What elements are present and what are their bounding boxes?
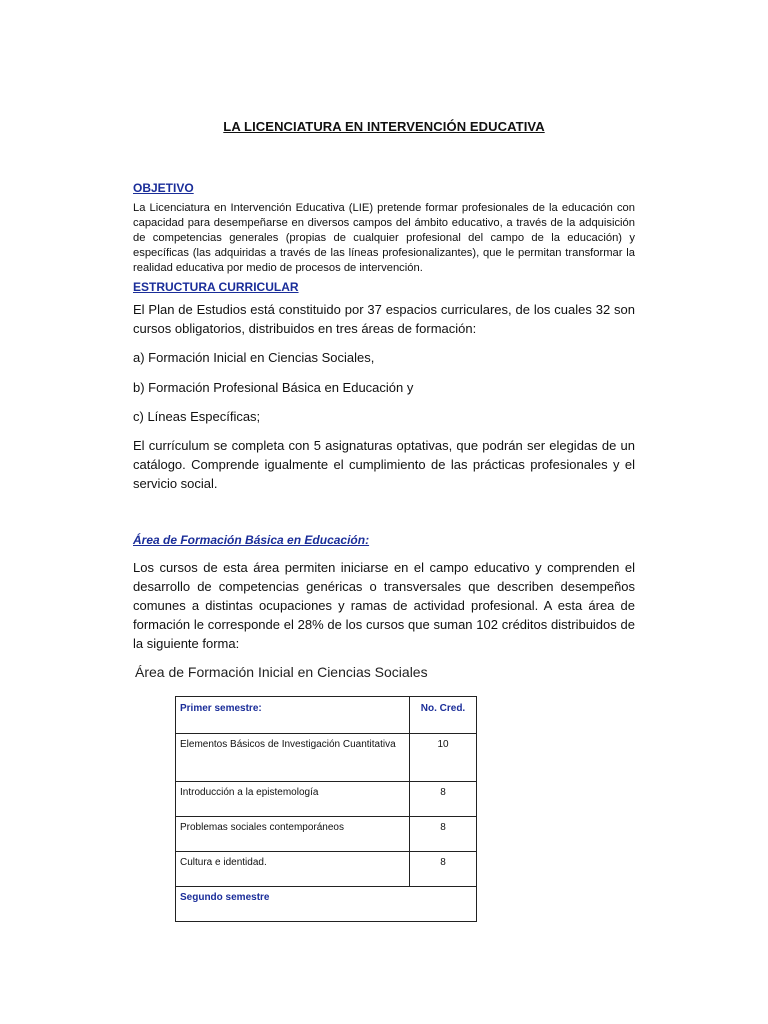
course-credits: 8 xyxy=(410,817,477,852)
estructura-heading: ESTRUCTURA CURRICULAR xyxy=(133,280,299,294)
table-footer-row xyxy=(176,887,477,922)
area-list-item: c) Líneas Específicas; xyxy=(133,409,261,424)
area-basica-heading: Área de Formación Básica en Educación: xyxy=(133,533,370,547)
table-header-row xyxy=(176,697,477,734)
area-list-item: b) Formación Profesional Básica en Educación y xyxy=(133,380,414,395)
course-name: Introducción a la epistemología xyxy=(176,782,410,817)
objetivo-heading: OBJETIVO xyxy=(133,181,194,195)
objetivo-text: La Licenciatura en Intervención Educativa (LIE) pretende formar profesionales de la educación con capacidad para desempeñarse en diversos campos del ámbito educativo, a través de la adquisición de competencias generales (propias de cualquier profesional del campo de la educación) y específicas (las adquiridas a través de las líneas profesionalizantes), que le permitan transformar la realidad educativa por medio de procesos de intervención. xyxy=(133,202,635,274)
courses-table xyxy=(175,696,477,922)
table-row xyxy=(176,734,477,782)
course-credits: 8 xyxy=(410,782,477,817)
page-title: LA LICENCIATURA EN INTERVENCIÓN EDUCATIVA xyxy=(223,119,545,134)
next-semester-label: Segundo semestre xyxy=(176,887,477,922)
estructura-closing: El currículum se completa con 5 asignaturas optativas, que podrán ser elegidas de un catálogo. Comprende igualmente el cumplimiento de las prácticas profesionales y el servicio social. xyxy=(133,438,635,491)
semester-header: Primer semestre: xyxy=(176,697,410,734)
area-list-item: a) Formación Inicial en Ciencias Sociales, xyxy=(133,350,375,365)
table-row xyxy=(176,782,477,817)
area-basica-text: Los cursos de esta área permiten iniciarse en el campo educativo y comprenden el desarrollo de competencias genéricas o transversales que describen desempeños comunes a distintas ocupaciones y ramas de actividad profesional. A esta área de formación le corresponde el 28% de los cursos que suman 102 créditos distribuidos de la siguiente forma: xyxy=(133,560,635,651)
credits-header: No. Cred. xyxy=(410,697,477,734)
area-inicial-subtitle: Área de Formación Inicial en Ciencias Sociales xyxy=(135,664,428,680)
course-name: Problemas sociales contemporáneos xyxy=(176,817,410,852)
course-credits: 8 xyxy=(410,852,477,887)
estructura-intro: El Plan de Estudios está constituido por 37 espacios curriculares, de los cuales 32 son cursos obligatorios, distribuidos en tres áreas de formación: xyxy=(133,302,635,336)
course-credits: 10 xyxy=(410,734,477,782)
table-row xyxy=(176,852,477,887)
course-name: Elementos Básicos de Investigación Cuantitativa xyxy=(176,734,410,782)
course-name: Cultura e identidad. xyxy=(176,852,410,887)
table-row xyxy=(176,817,477,852)
